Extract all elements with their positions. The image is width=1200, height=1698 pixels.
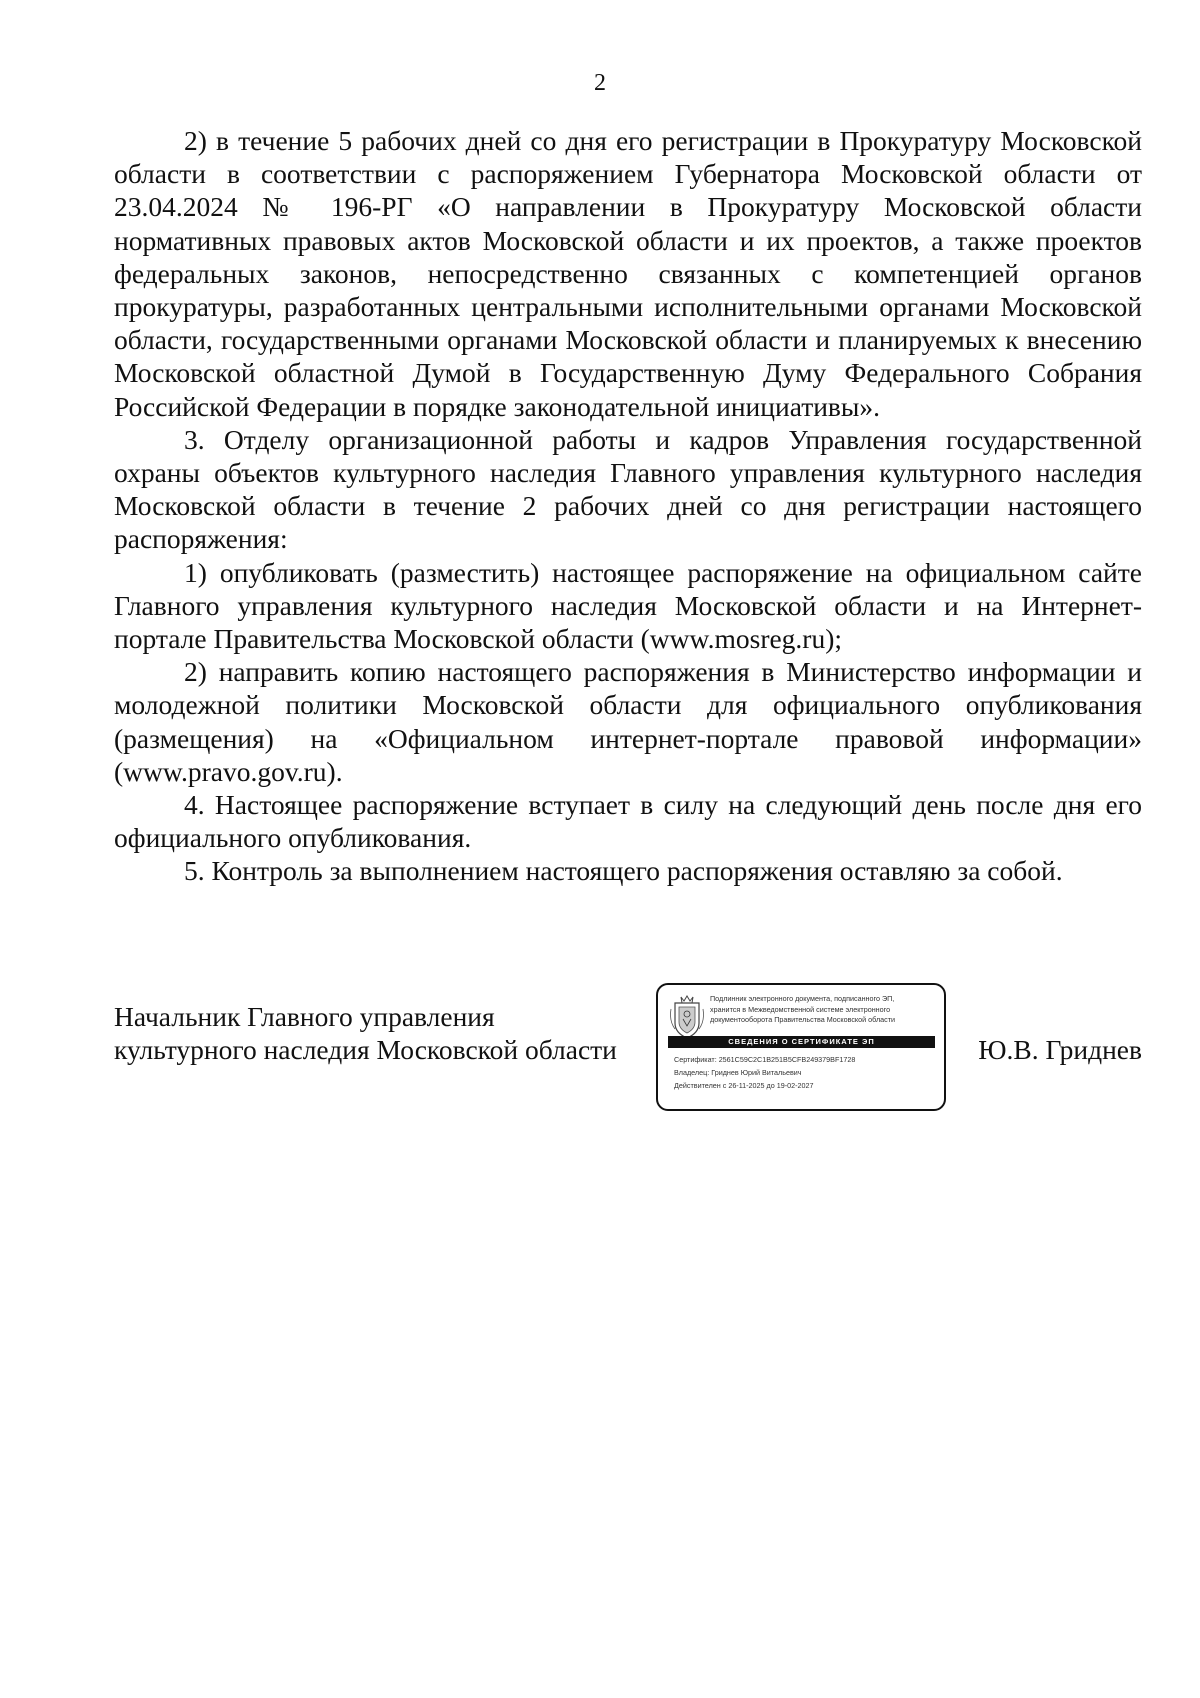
paragraph-item-2-prosecutor: 2) в течение 5 рабочих дней со дня его регистрации в Прокуратуру Московской области в соответствии с распоряжением Губернатора Московской области от 23.04.2024 № 196-РГ «О направлении в Прокуратуру Московской области нормативных правовых актов Московской области и их проектов, а также проектов федеральных законов, непосредственно связанных с компетенцией органов прокуратуры, разработанных центральными исполнительными органами Московской области, государственными органами Московской области и планируемых к внесению Московской областной Думой в Государственную Думу Федерального Собрания Российской Федерации в порядке законодательной инициативы».	[114, 125, 1142, 422]
stamp-header	[710, 994, 940, 1026]
stamp-certificate-bar: СВЕДЕНИЯ О СЕРТИФИКАТЕ ЭП	[668, 1036, 935, 1048]
signer-title-line-2: культурного наследия Московской области	[114, 1034, 617, 1065]
stamp-details	[674, 1053, 934, 1092]
paragraph-item-4-effective-date: 4. Настоящее распоряжение вступает в силу на следующий день после дня его официального опубликования.	[114, 789, 1142, 854]
coat-of-arms-icon	[668, 993, 706, 1041]
electronic-signature-stamp	[656, 983, 946, 1111]
stamp-header-line-2: хранится в Межведомственной системе электронного	[710, 1004, 891, 1014]
paragraph-item-3-department: 3. Отделу организационной работы и кадров Управления государственной охраны объектов культурного наследия Главного управления культурного наследия Московской области в течение 2 рабочих дней со дня регистрации настоящего распоряжения:	[114, 423, 1142, 555]
signer-title	[114, 1000, 644, 1066]
paragraph-subitem-1-publish: 1) опубликовать (разместить) настоящее распоряжение на официальном сайте Главного управления культурного наследия Московской области и на Интернет-портале Правительства Московской области (www.mosreg.ru);	[114, 556, 1142, 655]
signer-title-line-1: Начальник Главного управления	[114, 1001, 495, 1032]
stamp-validity: Действителен с 26-11-2025 до 19-02-2027	[674, 1081, 814, 1090]
document-body	[114, 124, 1142, 888]
stamp-owner: Владелец: Гриднев Юрий Витальевич	[674, 1068, 802, 1077]
paragraph-item-5-control: 5. Контроль за выполнением настоящего распоряжения оставляю за собой.	[184, 855, 1063, 887]
stamp-certificate-number: Сертификат: 2561C59C2C1B251B5CFB249379BF1728	[674, 1055, 856, 1064]
stamp-header-line-3: документооборота Правительства Московской области	[710, 1015, 896, 1024]
stamp-header-line-1: Подлинник электронного документа, подписанного ЭП,	[710, 994, 895, 1003]
paragraph-subitem-2-send-copy: 2) направить копию настоящего распоряжения в Министерство информации и молодежной политики Московской области для официального опубликования (размещения) на «Официальном интернет-портале правовой информации» (www.pravo.gov.ru).	[114, 656, 1142, 787]
signer-name: Ю.В. Гриднев	[978, 1034, 1142, 1065]
page-number: 2	[594, 70, 606, 96]
